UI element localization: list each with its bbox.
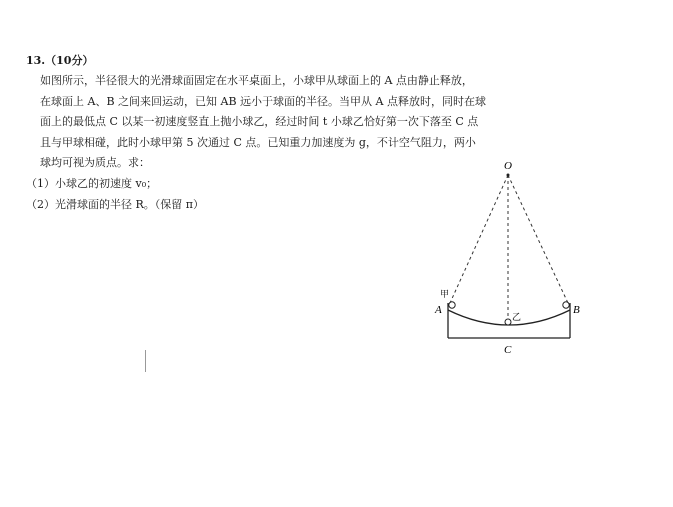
label-jia: 甲 (440, 290, 450, 300)
ball-yi (505, 319, 511, 325)
question-line: 在球面上 A、B 之间来回运动，已知 AB 远小于球面的半径。当甲从 A 点释放时，同时在球 (40, 94, 486, 108)
question-number: 13.（10分） (26, 54, 94, 67)
label-yi: 乙 (512, 313, 522, 323)
dashed-line-OB (508, 175, 568, 303)
label-O: O (504, 160, 512, 172)
point-O (507, 174, 510, 177)
scan-mark (145, 350, 146, 372)
question-line: 面上的最低点 C 以某一初速度竖直上抛小球乙，经过时间 t 小球乙恰好第一次下落至 C 点 (40, 115, 479, 128)
label-B: B (573, 304, 580, 316)
sub-question-1: （1）小球乙的初速度 v₀； (26, 177, 158, 190)
question-line: 球均可视为质点。求： (40, 156, 150, 169)
question-line: 如图所示，半径很大的光滑球面固定在水平桌面上，小球甲从球面上的 A 点由静止释放， (40, 74, 473, 87)
sub-question-2: （2）光滑球面的半径 R。（保留 π） (26, 198, 205, 211)
pendulum-figure (420, 155, 600, 360)
label-C: C (504, 344, 512, 356)
label-A: A (435, 304, 442, 316)
ball-jia (449, 302, 455, 308)
ball-B-marker (563, 302, 569, 308)
dashed-line-OA (450, 175, 508, 303)
question-line: 且与甲球相碰，此时小球甲第 5 次通过 C 点。已知重力加速度为 g，不计空气阻力，两小 (40, 135, 476, 149)
